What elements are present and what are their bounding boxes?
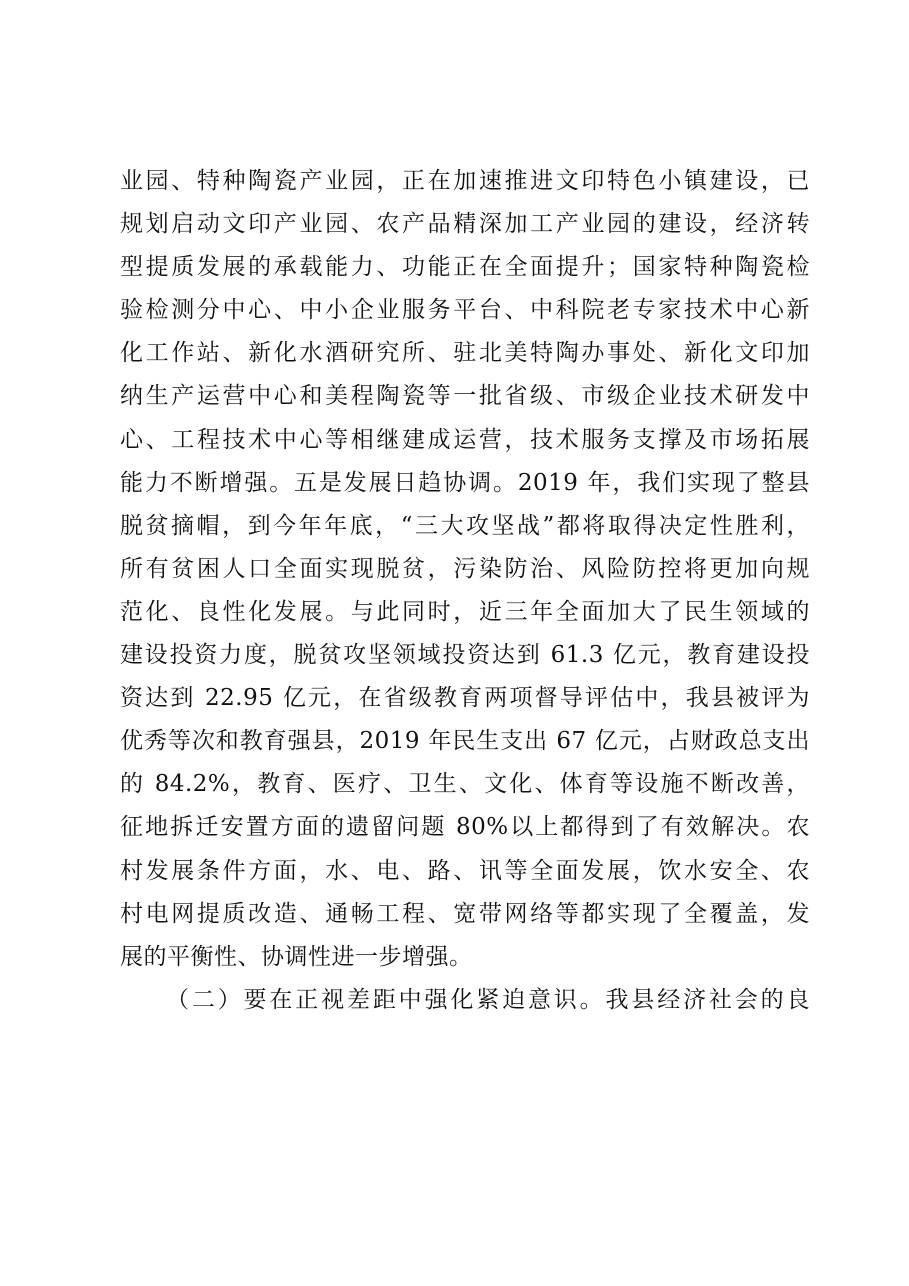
text-line: 脱贫摘帽，到今年年底，“三大攻坚战”都将取得决定性胜利，: [120, 512, 810, 539]
text-line: 征地拆迁安置方面的遗留问题 80%以上都得到了有效解决。农: [120, 814, 810, 841]
text-line: 规划启动文印产业园、农产品精深加工产业园的建设，经济转: [120, 211, 810, 238]
text-line: 能力不断增强。五是发展日趋协调。2019 年，我们实现了整县: [120, 469, 810, 496]
text-line: 优秀等次和教育强县，2019 年民生支出 67 亿元，占财政总支出: [120, 728, 810, 755]
text-line: 村电网提质改造、通畅工程、宽带网络等都实现了全覆盖，发: [120, 900, 810, 927]
text-line: 所有贫困人口全面实现脱贫，污染防治、风险防控将更加向规: [120, 555, 810, 582]
text-line: 纳生产运营中心和美程陶瓷等一批省级、市级企业技术研发中: [120, 383, 810, 410]
text-line: 村发展条件方面，水、电、路、讯等全面发展，饮水安全、农: [120, 857, 810, 884]
section-heading-line: （二）要在正视差距中强化紧迫意识。我县经济社会的良: [166, 986, 810, 1013]
text-line: 的 84.2%，教育、医疗、卫生、文化、体育等设施不断改善，: [120, 771, 810, 798]
text-line: 建设投资力度，脱贫攻坚领域投资达到 61.3 亿元，教育建设投: [120, 642, 810, 669]
text-line: 化工作站、新化水酒研究所、驻北美特陶办事处、新化文印加: [120, 340, 810, 367]
text-line: 业园、特种陶瓷产业园，正在加速推进文印特色小镇建设，已: [120, 168, 810, 194]
text-line: 型提质发展的承载能力、功能正在全面提升；国家特种陶瓷检: [120, 254, 810, 281]
text-line: 资达到 22.95 亿元，在省级教育两项督导评估中，我县被评为: [120, 685, 810, 712]
paragraph: [120, 979, 810, 1022]
document-body: [120, 160, 810, 1022]
text-line: 验检测分中心、中小企业服务平台、中科院老专家技术中心新: [120, 297, 810, 324]
paragraph: [120, 160, 810, 979]
text-line: 心、工程技术中心等相继建成运营，技术服务支撑及市场拓展: [120, 426, 810, 453]
text-line: 展的平衡性、协调性进一步增强。: [120, 943, 473, 970]
text-line: 范化、良性化发展。与此同时，近三年全面加大了民生领域的: [120, 598, 810, 625]
